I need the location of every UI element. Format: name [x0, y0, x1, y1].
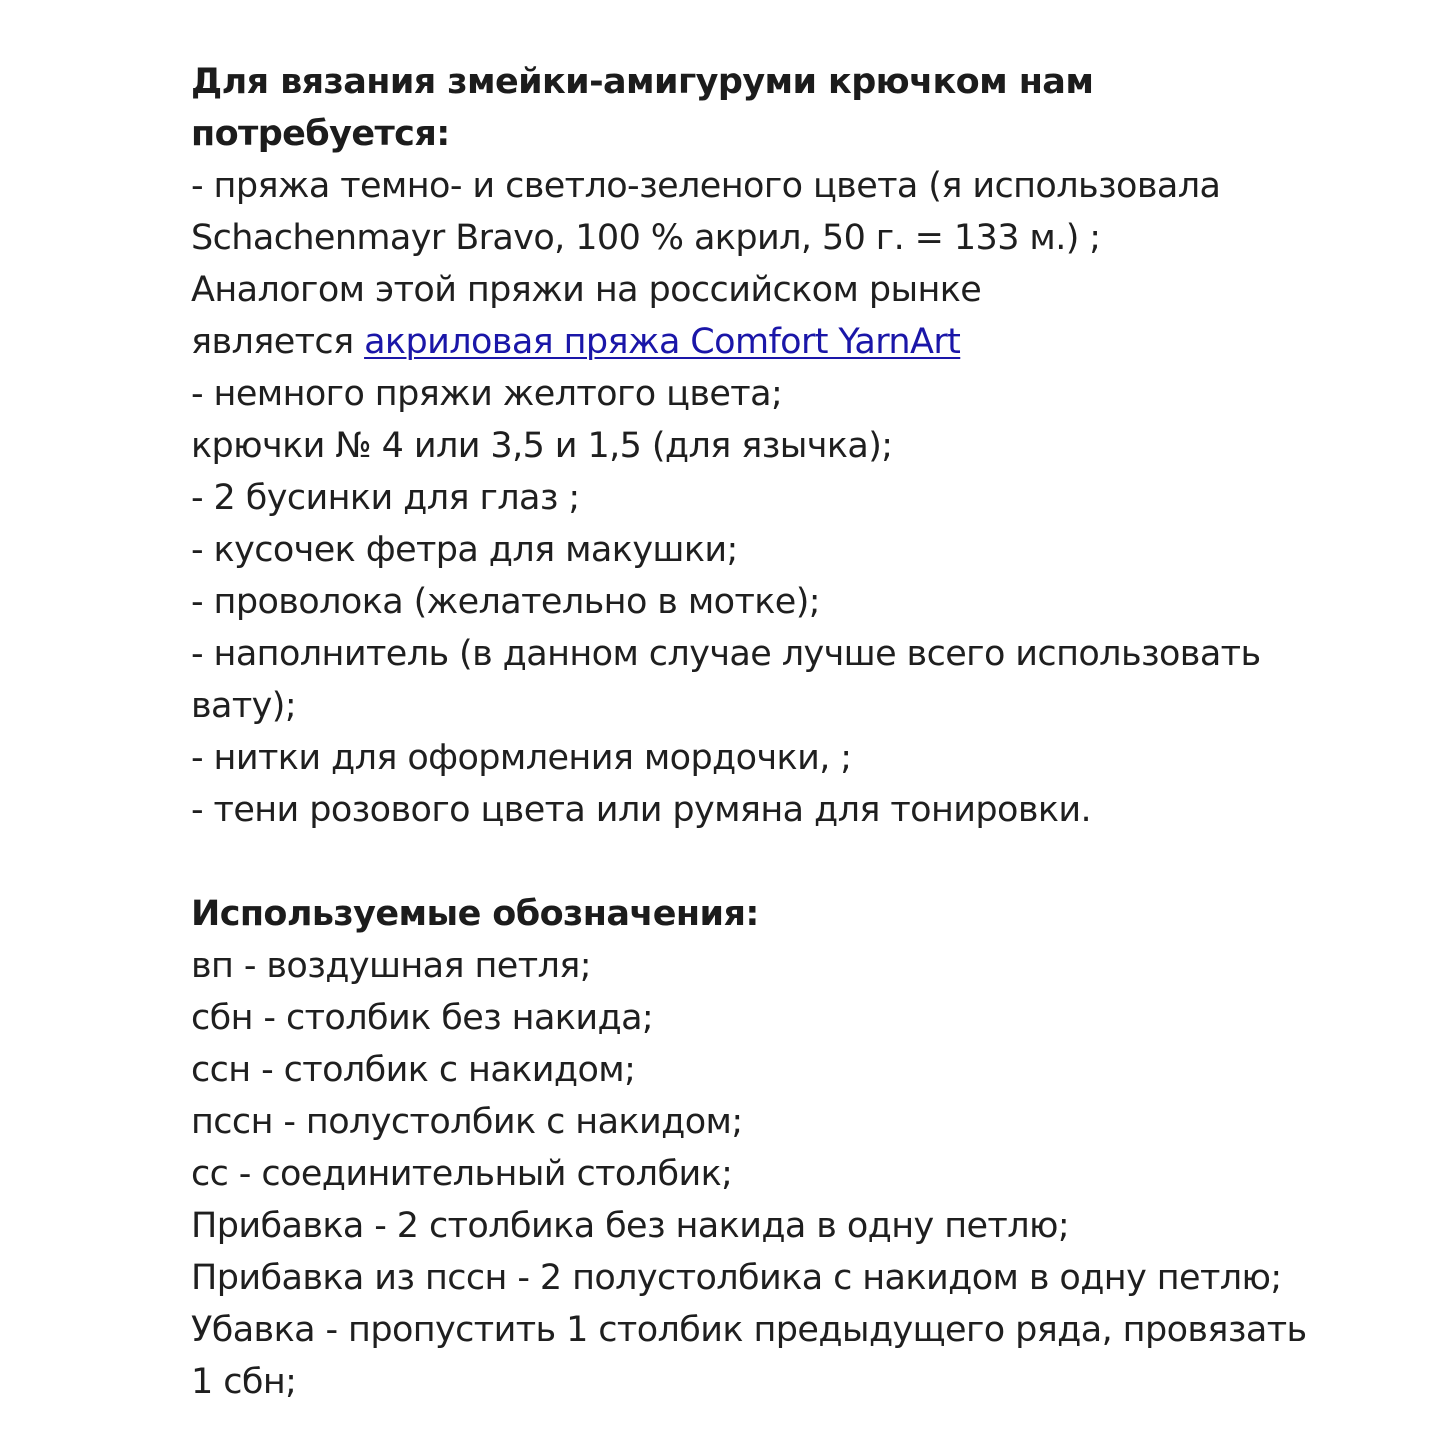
legend-line: 1 сбн; — [191, 1362, 297, 1402]
materials-line: - тени розового цвета или румяна для тонировки. — [191, 790, 1092, 830]
materials-line: - пряжа темно- и светло-зеленого цвета (я использовала — [191, 166, 1221, 206]
legend-line: сс - соединительный столбик; — [191, 1154, 733, 1194]
legend-line: сбн - столбик без накида; — [191, 998, 654, 1038]
yarn-link[interactable]: акриловая пряжа Comfort YarnArt — [364, 322, 961, 362]
materials-line: крючки № 4 или 3,5 и 1,5 (для язычка); — [191, 426, 893, 466]
legend-line: Прибавка - 2 столбика без накида в одну петлю; — [191, 1206, 1070, 1246]
materials-line: вату); — [191, 686, 297, 726]
legend-heading: Используемые обозначения: — [191, 894, 759, 934]
materials-line: - 2 бусинки для глаз ; — [191, 478, 580, 518]
materials-heading-line-1: Для вязания змейки-амигуруми крючком нам — [191, 62, 1094, 102]
materials-line: Schachenmayr Bravo, 100 % акрил, 50 г. = 133 м.) ; — [191, 218, 1101, 258]
legend-line: пссн - полустолбик с накидом; — [191, 1102, 743, 1142]
materials-line: - немного пряжи желтого цвета; — [191, 374, 783, 414]
materials-line: - наполнитель (в данном случае лучше всего использовать — [191, 634, 1261, 674]
legend-line: ссн - столбик с накидом; — [191, 1050, 636, 1090]
section-spacer — [191, 836, 1291, 888]
materials-line: - проволока (желательно в мотке); — [191, 582, 820, 622]
materials-line: - нитки для оформления мордочки, ; — [191, 738, 852, 778]
legend-line: вп - воздушная петля; — [191, 946, 591, 986]
materials-link-line — [191, 316, 1291, 368]
legend-line: Прибавка из пссн - 2 полустолбика с накидом в одну петлю; — [191, 1258, 1282, 1298]
materials-heading-line-2: потребуется: — [191, 114, 450, 154]
legend-line: Убавка - пропустить 1 столбик предыдущего ряда, провязать — [191, 1310, 1307, 1350]
document-body — [191, 56, 1307, 1408]
link-prefix: является — [191, 322, 365, 362]
materials-line: - кусочек фетра для макушки; — [191, 530, 738, 570]
materials-line: Аналогом этой пряжи на российском рынке — [191, 270, 982, 310]
